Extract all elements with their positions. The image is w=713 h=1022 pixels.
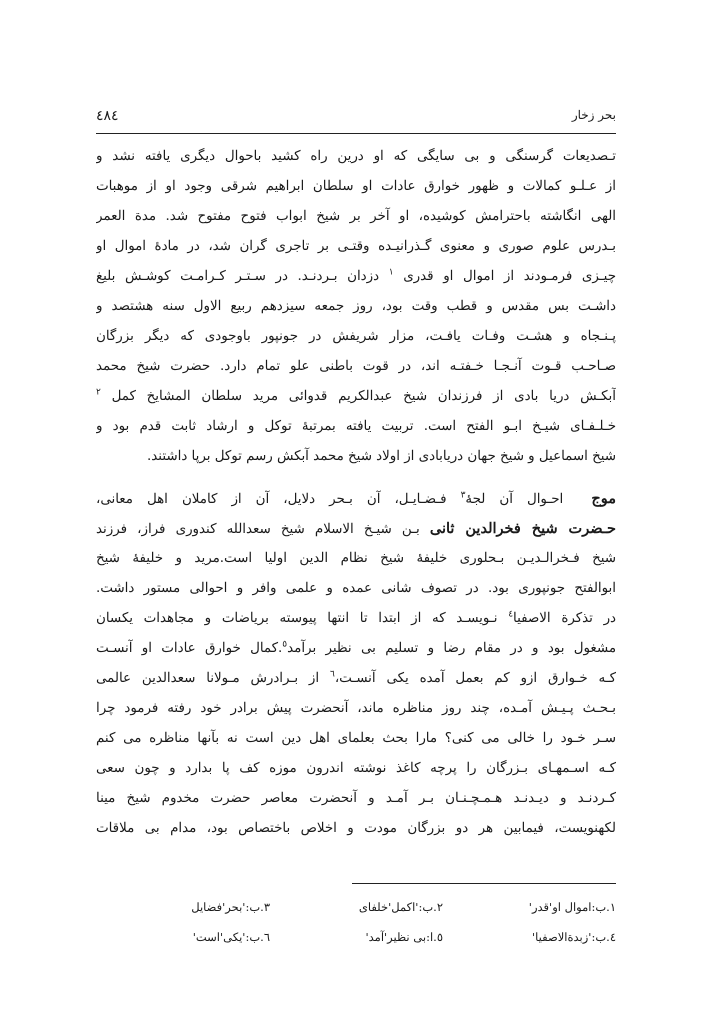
paragraph-2: [96, 484, 616, 844]
running-header: [96, 108, 616, 128]
footnote-marker: ٤: [508, 609, 514, 620]
person-name: حـضرت شیخ فخرالدین ثانی: [429, 520, 616, 537]
footnote-row: [96, 922, 616, 952]
text-line: بـدرس علوم صوری و معنوی گـذرانیـده وقتـی بر تاجری گران شد، در مادۀ اموال او: [96, 239, 616, 254]
footnote: ٦.ب:'یکی'است': [192, 930, 270, 944]
text-line: پـنـجاه و هشـت وفـات یافـت، مزار شریفش در جونپور باوجودی که دیگر بزرگان: [96, 329, 616, 344]
text-line: [96, 484, 616, 514]
text-line: [96, 382, 616, 412]
footnotes: [96, 892, 616, 952]
text-line: صـاحـب قـوت آنـجـا خـفتـه اند، در قوت باطنی علو تمام دارد. حضرت شیخ محمد: [96, 359, 616, 374]
footnote-marker: ٦: [329, 669, 335, 680]
text-line: ابوالفتح جونپوری بود. در تصوف شانی عمده و علمی وافر و احوالی مستور داشت.: [96, 581, 616, 596]
text-line: تـصدیعات گرسنگی و بی سایگی که او درین راه کشید باحوال دیگری یافته نشد و: [96, 149, 616, 164]
text-line: شیخ اسماعیل و شیخ جهان دریابادی از اولاد شیخ محمد آبکش رسم توکل برپا داشتند.: [147, 449, 616, 464]
paragraph-1: [96, 142, 616, 472]
footnote: ٤.ب:'زبدةالاصفیا': [532, 930, 616, 944]
text-segment: فـضـایـل، آن بـحر دلایل، آن از کاملان اهل معانی،: [96, 492, 447, 507]
text-line: کـردنـد و دیـدنـد هـمـچـنـان بـر آمـد و آنحضرت معاصر حضرت مخدوم شیخ مینا: [96, 791, 616, 806]
text-line: داشـت بس مقدس و قطب وقت بود، روز جمعه سیزدهم ربیع الاول سنه هشتصد و: [96, 299, 616, 314]
text-line: لکهنویست، فیمابین هر دو بزرگان مودت و اخلاص باختصاص بود، مدام بی ملاقات: [96, 821, 616, 836]
section-heading-word: موج: [591, 490, 616, 507]
text-line: از عـلـو کمالات و ظهور خوارق عادات او سلطان ابراهیم شرقی وجود او از موهبات: [96, 179, 616, 194]
text-segment: نـویسـد که از ابتدا تا انتها پیوسته بریاضات و مجاهدات یکسان: [96, 611, 498, 626]
text-segment: آبکـش دریا بادی از فرزندان شیخ عبدالکریم قدوائی مرید سلطان المشایخ کمل: [111, 389, 616, 404]
text-segment: .کمال خوارق عادات او آنسـت: [96, 641, 283, 656]
text-line: شیخ فـخرالـدیـن بـحلوری خلیفۀ شیخ نظام الدین اولیا است.مرید و خلیفۀ شیخ: [96, 551, 616, 566]
text-line: [96, 262, 616, 292]
text-segment: چیـزی فرمـودند از اموال او قدری: [403, 269, 616, 284]
footnote-rule: [352, 883, 616, 884]
page-number: ٤٨٤: [96, 108, 119, 124]
text-segment: احـوال آن لجۀ: [465, 492, 564, 507]
footnote-marker: ١: [388, 267, 394, 278]
text-segment: در تذکرة الاصفیا: [513, 611, 616, 626]
footnote: ٣.ب:'بحر'فضایل: [191, 900, 270, 914]
text-line: [96, 634, 616, 664]
text-line: [96, 664, 616, 694]
text-line: [96, 604, 616, 634]
footnote-marker: ٥: [282, 639, 288, 650]
text-line: کـه اسـمهـای بـزرگان را پرچه کاغذ نوشته اندرون موزه کف پا بدارد و چون سعی: [96, 761, 616, 776]
text-segment: دزدان بـردنـد. در سـتـر کـرامـت کوشـش بلیغ: [96, 269, 380, 284]
text-line: بـحـث پـیـش آمـده، چند روز مناظره ماند، آنحضرت پیش برادر خود رفته فرمود چرا: [96, 701, 616, 716]
text-segment: مشغول بود و در مقام رضا و تسلیم بی نظیر برآمد: [287, 641, 616, 656]
text-segment: بـن شیـخ الاسلام شیخ سعدالله کندوری فراز، فرزند: [96, 522, 420, 537]
footnote: ١.ب:اموال او'قدر': [528, 900, 616, 914]
header-rule: [96, 133, 616, 134]
footnote-row: [96, 892, 616, 922]
footnote-marker: ٢: [96, 387, 101, 398]
text-segment: از بـرادرش مـولانا سعدالدین عالمی: [96, 671, 320, 686]
text-segment: کـه خـوارق ازو کم بعمل آمده یکی آنسـت،: [334, 671, 616, 686]
footnote: ٢.ب:'اکمل'خلفای: [358, 900, 443, 914]
running-title: بحر زخار: [571, 108, 616, 122]
text-line: الهی انگاشته باحترامش کوشیده، او آخر بر شیخ ابواب فتوح مفتوح شد. مدة العمر: [96, 209, 616, 224]
footnote: ٥.ا:بی نظیر'آمد': [365, 930, 443, 944]
text-line: سـر خـود را خالی می کنی؟ مارا بحث بعلمای اهل دین است نه بآنها مناظره می کنم: [96, 731, 616, 746]
footnote-marker: ٣: [460, 490, 466, 501]
text-line: [96, 514, 616, 544]
text-line: خـلـفـای شیـخ ابـو الفتح است. تربیت یافته بمرتبۀ توکل و ارشاد ثابت قدم بود و: [96, 419, 616, 434]
